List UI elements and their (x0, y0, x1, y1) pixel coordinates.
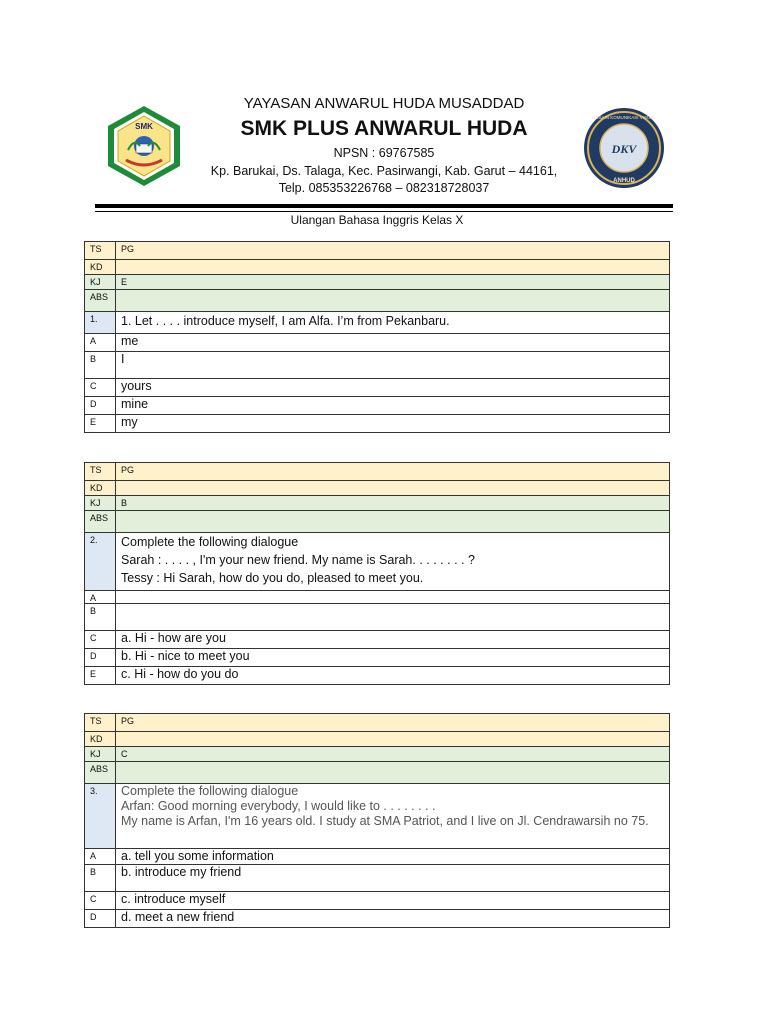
abs-row (85, 762, 670, 784)
option-row-e (85, 415, 670, 433)
question-table-2 (84, 462, 670, 685)
option-text: yours (116, 379, 670, 397)
question-number: 2. (85, 533, 116, 591)
option-text: c. Hi - how do you do (116, 667, 670, 685)
kd-value (116, 481, 670, 496)
school-phone: Telp. 085353226768 – 082318728037 (278, 181, 490, 195)
ts-row (85, 242, 670, 260)
abs-label: ABS (85, 762, 116, 784)
option-row-e (85, 667, 670, 685)
kj-label: KJ (85, 747, 116, 762)
abs-label: ABS (85, 290, 116, 312)
option-text: d. meet a new friend (116, 910, 670, 928)
exam-title: Ulangan Bahasa Inggris Kelas X (290, 213, 464, 227)
option-row-b (85, 352, 670, 379)
question-text (116, 312, 670, 334)
abs-value (116, 511, 670, 533)
kj-row (85, 747, 670, 762)
kd-label: KD (85, 481, 116, 496)
option-row-c (85, 379, 670, 397)
option-text: a. Hi - how are you (116, 631, 670, 649)
question-table-1 (84, 241, 670, 433)
option-text: a. tell you some information (116, 849, 670, 865)
option-label: C (85, 379, 116, 397)
option-label: E (85, 415, 116, 433)
kj-row (85, 275, 670, 290)
abs-label: ABS (85, 511, 116, 533)
question-line: Sarah : . . . . , I'm your new friend. My name is Sarah. . . . . . . . ? (121, 553, 475, 567)
smk-logo (106, 104, 182, 188)
kd-row (85, 260, 670, 275)
kd-row (85, 732, 670, 747)
answer-key-value: C (116, 747, 670, 762)
option-text: b. introduce my friend (116, 865, 670, 892)
option-row-c (85, 892, 670, 910)
option-label: C (85, 631, 116, 649)
abs-value (116, 290, 670, 312)
option-label: D (85, 910, 116, 928)
abs-row (85, 290, 670, 312)
kj-row (85, 496, 670, 511)
option-label: D (85, 649, 116, 667)
option-text: b. Hi - nice to meet you (116, 649, 670, 667)
question-line: 1. Let . . . . introduce myself, I am Alfa. I’m from Pekanbaru. (121, 314, 450, 328)
question-table-3 (84, 713, 670, 928)
option-row-d (85, 397, 670, 415)
question-row (85, 533, 670, 591)
question-line: Arfan: Good morning everybody, I would like to . . . . . . . . (121, 799, 436, 813)
option-row-c (85, 631, 670, 649)
dkv-logo-ring-text: DESAIN KOMUNIKASI VISUAL (592, 115, 656, 120)
question-text (116, 784, 670, 849)
option-text: I (116, 352, 670, 379)
option-row-b (85, 604, 670, 631)
option-label: B (85, 352, 116, 379)
option-label: D (85, 397, 116, 415)
kj-label: KJ (85, 496, 116, 511)
question-row (85, 784, 670, 849)
option-label: C (85, 892, 116, 910)
kd-value (116, 732, 670, 747)
dkv-logo-bottom-text: ANHUD (613, 178, 635, 184)
option-label: A (85, 334, 116, 352)
option-text: me (116, 334, 670, 352)
header-divider-thin (95, 211, 673, 212)
kj-label: KJ (85, 275, 116, 290)
header-divider-thick (95, 204, 673, 208)
kd-row (85, 481, 670, 496)
option-text: c. introduce myself (116, 892, 670, 910)
foundation-name: YAYASAN ANWARUL HUDA MUSADDAD (243, 95, 525, 112)
option-text: my (116, 415, 670, 433)
kd-label: KD (85, 732, 116, 747)
option-text (116, 591, 670, 604)
question-line: Complete the following dialogue (121, 535, 299, 549)
option-label: B (85, 865, 116, 892)
question-line: Complete the following dialogue (121, 784, 299, 798)
option-label: E (85, 667, 116, 685)
ts-label: TS (85, 714, 116, 732)
question-number: 1. (85, 312, 116, 334)
question-row (85, 312, 670, 334)
option-row-a (85, 849, 670, 865)
abs-row (85, 511, 670, 533)
ts-label: TS (85, 242, 116, 260)
option-row-d (85, 649, 670, 667)
ts-row (85, 714, 670, 732)
ts-value: PG (116, 242, 670, 260)
option-row-b (85, 865, 670, 892)
school-address: Kp. Barukai, Ds. Talaga, Kec. Pasirwangi, Kab. Garut – 44161, (210, 164, 558, 178)
option-text: mine (116, 397, 670, 415)
option-row-a (85, 591, 670, 604)
option-label: A (85, 591, 116, 604)
option-label: B (85, 604, 116, 631)
kd-label: KD (85, 260, 116, 275)
dkv-logo (583, 104, 665, 192)
school-name: SMK PLUS ANWARUL HUDA (240, 117, 528, 140)
ts-value: PG (116, 463, 670, 481)
answer-key-value: B (116, 496, 670, 511)
question-number: 3. (85, 784, 116, 849)
answer-key-value: E (116, 275, 670, 290)
question-line: Tessy : Hi Sarah, how do you do, pleased to meet you. (121, 571, 424, 585)
kd-value (116, 260, 670, 275)
ts-label: TS (85, 463, 116, 481)
ts-row (85, 463, 670, 481)
option-text (116, 604, 670, 631)
option-row-a (85, 334, 670, 352)
smk-logo-text: SMK (135, 122, 153, 131)
option-label: A (85, 849, 116, 865)
ts-value: PG (116, 714, 670, 732)
option-row-d (85, 910, 670, 928)
abs-value (116, 762, 670, 784)
question-line: My name is Arfan, I'm 16 years old. I study at SMA Patriot, and I live on Jl. Cendrawarsih no 75. (121, 814, 649, 828)
question-text (116, 533, 670, 591)
school-npsn: NPSN : 69767585 (333, 146, 435, 160)
dkv-logo-text: DKV (611, 142, 637, 156)
